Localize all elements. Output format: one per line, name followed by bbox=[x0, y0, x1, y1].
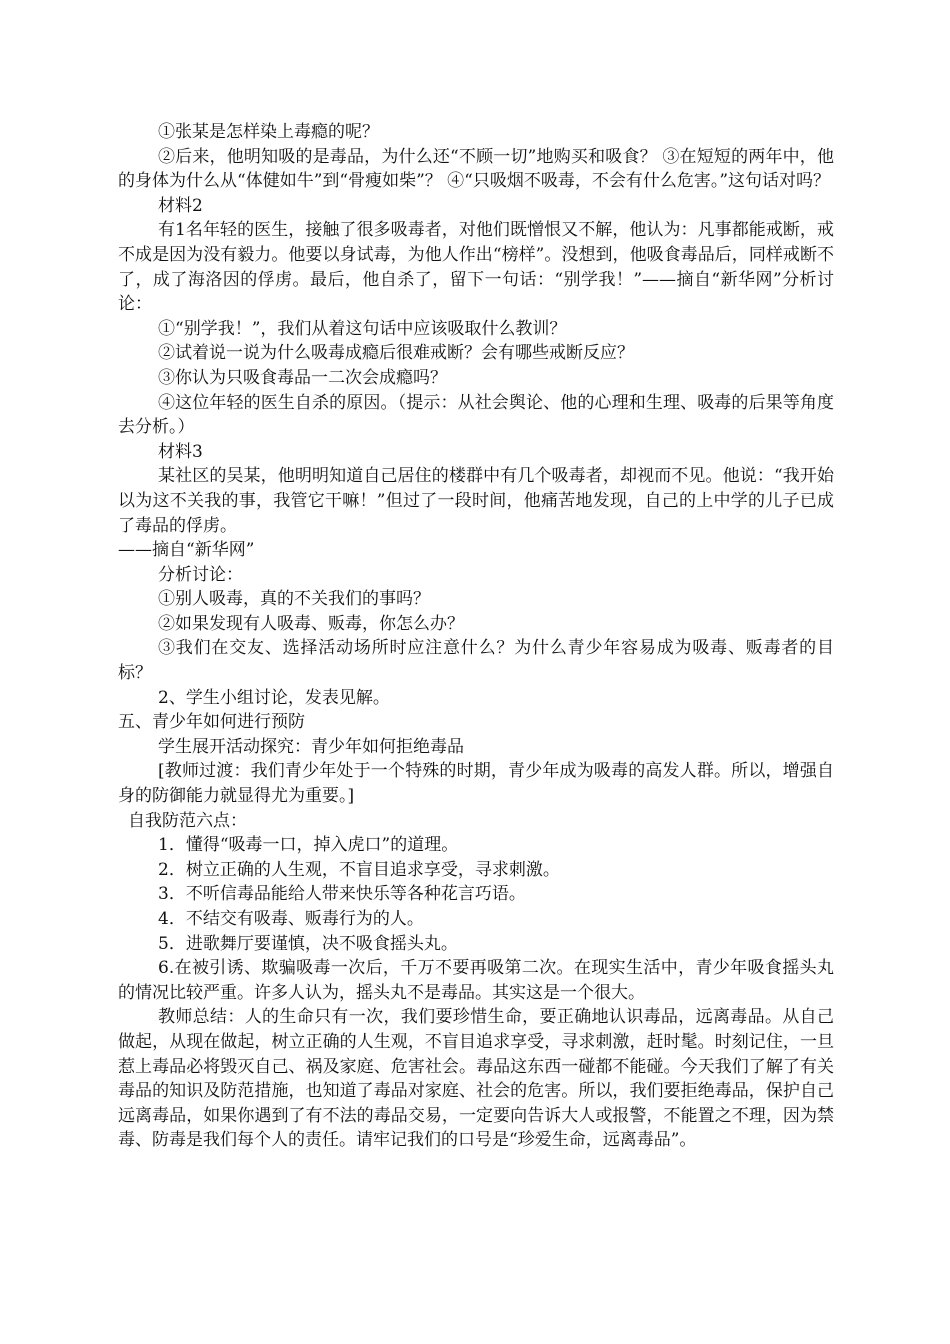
list-item: 3．不听信毒品能给人带来快乐等各种花言巧语。 bbox=[158, 884, 526, 905]
paragraph: ②后来，他明知吸的是毒品，为什么还“不顾一切”地购买和吸食？ ③在短短的两年中，他的身体为什么从“体健如牛”到“骨瘦如柴”？ ④“只吸烟不吸毒，不会有什么危害。”这句话对吗？ bbox=[118, 146, 834, 192]
list-item: 4．不结交有吸毒、贩毒行为的人。 bbox=[158, 909, 424, 929]
list-item: 6.在被引诱、欺骗吸毒一次后，千万不要再吸第二次。在现实生活中，青少年吸食摇头丸的情况比较严重。许多人认为，摇头丸不是毒品。其实这是一个很大。 bbox=[118, 958, 834, 1003]
paragraph: 有1名年轻的医生，接触了很多吸毒者，对他们既憎恨又不解，他认为：凡事都能戒断，戒不成是因为没有毅力。他要以身试毒，为他人作出“榜样”。没想到，他吸食毒品后，同样戒断不了，成了海洛因的俘虏。最后，他自杀了，留下一句话：“别学我！”——摘自“新华网”分析讨论： bbox=[118, 220, 834, 315]
paragraph: 分析讨论： bbox=[158, 564, 243, 585]
paragraph: ①别人吸毒，真的不关我们的事吗？ bbox=[158, 589, 430, 610]
section-heading: 五、青少年如何进行预防 bbox=[118, 712, 305, 733]
paragraph: 教师总结：人的生命只有一次，我们要珍惜生命，要正确地认识毒品，远离毒品。从自己做起，从现在做起，树立正确的人生观，不盲目追求享受，寻求刺激，赶时髦。时刻记住，一旦惹上毒品必将毁灭自己、祸及家庭、危害社会。毒品这东西一碰都不能碰。今天我们了解了有关毒品的知识及防范措施，也知道了毒品对家庭、社会的危害。所以，我们要拒绝毒品，保护自己远离毒品，如果你遇到了有不法的毒品交易，一定要向告诉大人或报警，不能置之不理，因为禁毒、防毒是我们每个人的责任。请牢记我们的口号是“珍爱生命，远离毒品”。 bbox=[118, 1007, 834, 1151]
paragraph: 学生展开活动探究：青少年如何拒绝毒品 bbox=[158, 736, 464, 757]
section-heading: 材料2 bbox=[158, 195, 203, 216]
paragraph: [教师过渡：我们青少年处于一个特殊的时期，青少年成为吸毒的高发人群。所以，增强自身的防御能力就显得尤为重要。] bbox=[118, 761, 834, 807]
section-heading: 材料3 bbox=[158, 441, 203, 462]
paragraph: ④这位年轻的医生自杀的原因。（提示：从社会舆论、他的心理和生理、吸毒的后果等角度去分析。） bbox=[118, 392, 834, 438]
paragraph: ③你认为只吸食毒品一二次会成瘾吗？ bbox=[158, 367, 447, 388]
paragraph: ①“别学我！”，我们从着这句话中应该吸取什么教训？ bbox=[158, 318, 567, 339]
list-heading: 自我防范六点： bbox=[128, 810, 247, 831]
paragraph: ②如果发现有人吸毒、贩毒，你怎么办？ bbox=[158, 613, 464, 634]
document-body bbox=[118, 120, 834, 1153]
paragraph: ③我们在交友、选择活动场所时应注意什么？为什么青少年容易成为吸毒、贩毒者的目标？ bbox=[118, 638, 834, 684]
list-item: 1．懂得“吸毒一口，掉入虎口”的道理。 bbox=[158, 835, 459, 856]
paragraph: ②试着说一说为什么吸毒成瘾后很难戒断？会有哪些戒断反应？ bbox=[158, 343, 634, 364]
paragraph: ①张某是怎样染上毒瘾的呢？ bbox=[158, 122, 379, 142]
list-item: 5．进歌舞厅要谨慎，决不吸食摇头丸。 bbox=[158, 933, 458, 954]
paragraph: 某社区的吴某，他明明知道自己居住的楼群中有几个吸毒者，却视而不见。他说：“我开始以为这不关我的事，我管它干嘛！”但过了一段时间，他痛苦地发现，自己的上中学的儿子已成了毒品的俘虏。 bbox=[118, 466, 834, 536]
list-item: 2．树立正确的人生观，不盲目追求享受，寻求刺激。 bbox=[158, 859, 560, 880]
source-citation: ——摘自“新华网” bbox=[118, 540, 255, 561]
paragraph: 2、学生小组讨论，发表见解。 bbox=[158, 687, 390, 708]
